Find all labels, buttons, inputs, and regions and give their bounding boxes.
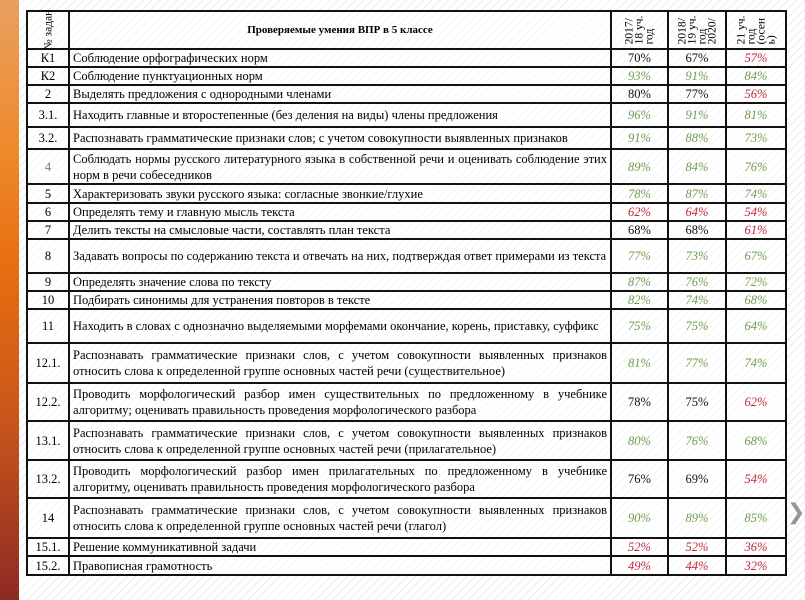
task-number: 13.2. [27, 460, 69, 498]
result-2020-21: 81% [726, 103, 786, 127]
table-row [27, 221, 786, 239]
header-skill: Проверяемые умения ВПР в 5 классе [69, 11, 611, 49]
table-row [27, 421, 786, 460]
result-2018-19: 91% [668, 103, 726, 127]
task-number: 4 [27, 149, 69, 184]
table-row [27, 309, 786, 343]
result-2018-19: 77% [668, 85, 726, 103]
skill-description: Проводить морфологический разбор имен существительных по предложенному в учебнике алгоритму; оценивать правильность проведения морфологического разбора [69, 383, 611, 421]
result-2017-18: 78% [611, 383, 668, 421]
header-year-2020-21: 21 уч. год (осен ь) [726, 11, 786, 49]
result-2017-18: 62% [611, 203, 668, 221]
result-2017-18: 75% [611, 309, 668, 343]
task-number: 11 [27, 309, 69, 343]
task-number: 9 [27, 273, 69, 291]
task-number: К2 [27, 67, 69, 85]
result-2020-21: 74% [726, 343, 786, 383]
result-2017-18: 70% [611, 49, 668, 67]
task-number: 5 [27, 184, 69, 203]
result-2017-18: 80% [611, 421, 668, 460]
result-2018-19: 44% [668, 556, 726, 575]
task-number: 2 [27, 85, 69, 103]
table-row [27, 103, 786, 127]
result-2018-19: 77% [668, 343, 726, 383]
result-2018-19: 52% [668, 538, 726, 556]
result-2018-19: 87% [668, 184, 726, 203]
result-2020-21: 85% [726, 498, 786, 538]
result-2018-19: 76% [668, 273, 726, 291]
skill-description: Распознавать грамматические признаки слов, с учетом совокупности выявленных признаков относить слова к определенной группе основных частей речи (прилагательное) [69, 421, 611, 460]
result-2017-18: 93% [611, 67, 668, 85]
task-number: 13.1. [27, 421, 69, 460]
result-2020-21: 57% [726, 49, 786, 67]
chevron-right-icon: ❯ [787, 500, 805, 525]
next-slide-button[interactable] [787, 500, 805, 526]
result-2017-18: 90% [611, 498, 668, 538]
skill-description: Выделять предложения с однородными членами [69, 85, 611, 103]
result-2017-18: 49% [611, 556, 668, 575]
result-2020-21: 76% [726, 149, 786, 184]
result-2017-18: 52% [611, 538, 668, 556]
table-row [27, 383, 786, 421]
result-2020-21: 36% [726, 538, 786, 556]
decorative-side-bar [0, 0, 19, 600]
result-2017-18: 68% [611, 221, 668, 239]
table-row [27, 556, 786, 575]
vpr-results-table [26, 10, 787, 576]
header-year-2018-19: 2018/ 19 уч. год 2020/ [668, 11, 726, 49]
result-2020-21: 54% [726, 460, 786, 498]
result-2020-21: 68% [726, 291, 786, 309]
result-2017-18: 82% [611, 291, 668, 309]
table-row [27, 273, 786, 291]
skill-description: Характеризовать звуки русского языка: согласные звонкие/глухие [69, 184, 611, 203]
task-number: 8 [27, 239, 69, 273]
result-2018-19: 89% [668, 498, 726, 538]
skill-description: Соблюдать нормы русского литературного языка в собственной речи и оценивать соблюдение этих норм в речи собеседников [69, 149, 611, 184]
table-row [27, 203, 786, 221]
skill-description: Задавать вопросы по содержанию текста и отвечать на них, подтверждая ответ примерами из текста [69, 239, 611, 273]
result-2020-21: 84% [726, 67, 786, 85]
result-2017-18: 76% [611, 460, 668, 498]
table-row [27, 67, 786, 85]
table-row [27, 239, 786, 273]
task-number: 12.1. [27, 343, 69, 383]
result-2020-21: 74% [726, 184, 786, 203]
result-2018-19: 76% [668, 421, 726, 460]
task-number: 14 [27, 498, 69, 538]
result-2020-21: 64% [726, 309, 786, 343]
result-2020-21: 62% [726, 383, 786, 421]
skill-description: Соблюдение орфографических норм [69, 49, 611, 67]
skill-description: Находить в словах с однозначно выделяемыми морфемами окончание, корень, приставку, суффикс [69, 309, 611, 343]
result-2020-21: 56% [726, 85, 786, 103]
table-row [27, 538, 786, 556]
result-2018-19: 88% [668, 127, 726, 149]
result-2017-18: 80% [611, 85, 668, 103]
task-number: 7 [27, 221, 69, 239]
skill-description: Проводить морфологический разбор имен прилагательных по предложенному в учебнике алгоритму, оценивать правильность проведения морфологического разбора [69, 460, 611, 498]
result-2018-19: 73% [668, 239, 726, 273]
result-2020-21: 72% [726, 273, 786, 291]
table-row [27, 85, 786, 103]
skill-description: Распознавать грамматические признаки слов, с учетом совокупности выявленных признаков относить слова к определенной группе основных частей речи (существительное) [69, 343, 611, 383]
table-row [27, 291, 786, 309]
result-2020-21: 54% [726, 203, 786, 221]
result-2020-21: 67% [726, 239, 786, 273]
table-row [27, 460, 786, 498]
skill-description: Определять тему и главную мысль текста [69, 203, 611, 221]
result-2018-19: 74% [668, 291, 726, 309]
task-number: 15.1. [27, 538, 69, 556]
result-2020-21: 61% [726, 221, 786, 239]
result-2018-19: 69% [668, 460, 726, 498]
task-number: 3.2. [27, 127, 69, 149]
table-row [27, 149, 786, 184]
result-2018-19: 75% [668, 309, 726, 343]
result-2017-18: 91% [611, 127, 668, 149]
result-2018-19: 91% [668, 67, 726, 85]
header-task-number: № задан [27, 11, 69, 49]
result-2017-18: 96% [611, 103, 668, 127]
table-row [27, 127, 786, 149]
table-row [27, 498, 786, 538]
table-header-row [27, 11, 786, 49]
result-2017-18: 87% [611, 273, 668, 291]
result-2017-18: 81% [611, 343, 668, 383]
table-row [27, 343, 786, 383]
result-2017-18: 89% [611, 149, 668, 184]
skill-description: Соблюдение пунктуационных норм [69, 67, 611, 85]
skill-description: Распознавать грамматические признаки слов, с учетом совокупности выявленных признаков относить слова к определенной группе основных частей речи (глагол) [69, 498, 611, 538]
result-2017-18: 78% [611, 184, 668, 203]
task-number: 10 [27, 291, 69, 309]
skill-description: Находить главные и второстепенные (без деления на виды) члены предложения [69, 103, 611, 127]
skill-description: Подбирать синонимы для устранения повторов в тексте [69, 291, 611, 309]
header-year-2017-18: 2017/ 18 уч. год [611, 11, 668, 49]
result-2020-21: 73% [726, 127, 786, 149]
skill-description: Правописная грамотность [69, 556, 611, 575]
result-2018-19: 84% [668, 149, 726, 184]
result-2018-19: 64% [668, 203, 726, 221]
result-2017-18: 77% [611, 239, 668, 273]
table-row [27, 49, 786, 67]
task-number: 6 [27, 203, 69, 221]
skill-description: Распознавать грамматические признаки слов; с учетом совокупности выявленных признаков [69, 127, 611, 149]
task-number: К1 [27, 49, 69, 67]
result-2020-21: 68% [726, 421, 786, 460]
result-2018-19: 68% [668, 221, 726, 239]
result-2018-19: 75% [668, 383, 726, 421]
task-number: 3.1. [27, 103, 69, 127]
skill-description: Определять значение слова по тексту [69, 273, 611, 291]
result-2018-19: 67% [668, 49, 726, 67]
skill-description: Делить тексты на смысловые части, составлять план текста [69, 221, 611, 239]
table-row [27, 184, 786, 203]
task-number: 15.2. [27, 556, 69, 575]
skill-description: Решение коммуникативной задачи [69, 538, 611, 556]
task-number: 12.2. [27, 383, 69, 421]
result-2020-21: 32% [726, 556, 786, 575]
